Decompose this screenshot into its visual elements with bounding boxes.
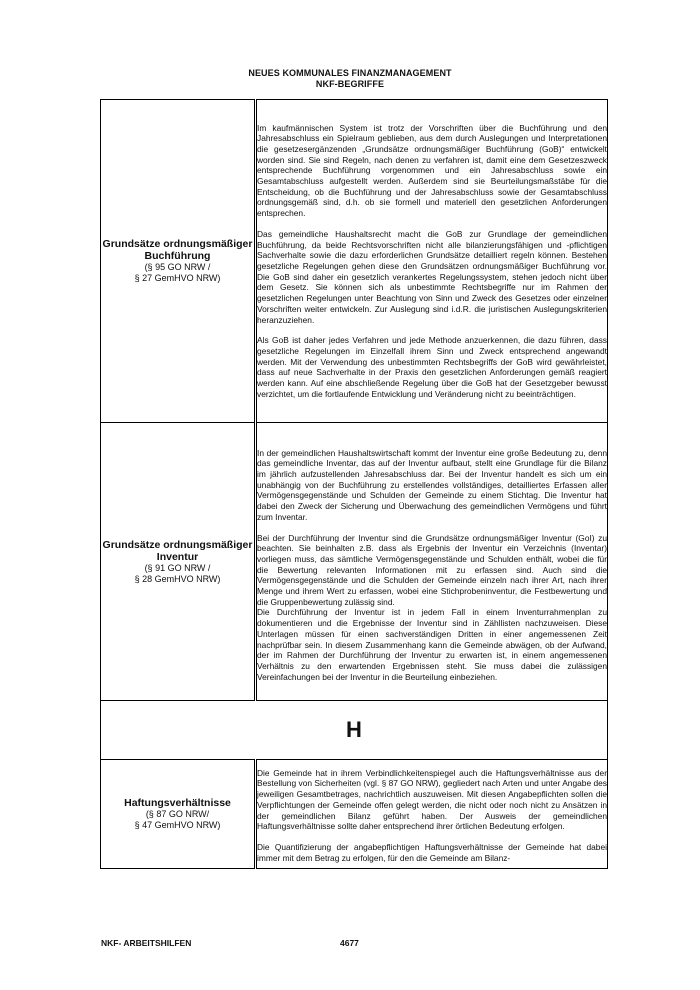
header-title: NEUES KOMMUNALES FINANZMANAGEMENT [248, 68, 452, 78]
definition-cell [256, 423, 608, 701]
term-reference: § 28 GemHVO NRW) [134, 573, 221, 584]
term-name: Grundsätze ordnungsmäßiger Inventur [102, 538, 253, 563]
term-cell [101, 423, 256, 701]
definition-paragraph: Bei der Durchführung der Inventur sind die Grundsätze ordnungsmäßiger Inventur (GoI) zu beachten. Sie beinhalten z.B. dass als Ergebnis der Inventur ein Verzeichnis (Inventar) vorliegen muss, das sämtliche Vermögensgegenstände und Schulden enthält, wobei die für die Bewertung relevanten Informationen mit zu erfassen sind. Auch sind die Vermögensgegenstände und die Schulden der Gemeinde einzeln nach ihrer Art, nach ihrer Menge und ihrem Wert zu erfassen, wobei eine Stichprobeninventur, die Festbewertung und die Gruppenbewertung zulässig sind. [257, 532, 607, 607]
definition-paragraph: Im kaufmännischen System ist trotz der Vorschriften über die Buchführung und den Jahresabschluss ein Spielraum geblieben, aus dem durch Auslegungen und Interpretationen die gesetzesergänzenden „Grundsätze ordnungsmäßiger Buchführung (GoB)“ entwickelt worden sind. Sie sind Regeln, nach denen zu verfahren ist, damit eine dem Gesetzeszweck entsprechende Buchführung vorgenommen und ein Jahresabschluss sowie ein Gesamtabschluss aufgestellt werden. Außerdem sind sie Beurteilungsmaßstäbe für die Entscheidung, ob die Buchführung und der Jahresabschluss sowie der Gesamtabschluss ordnungsgemäß sind, d.h. ob sie formell und materiell den gesetzlichen Anforderungen entsprechen. [257, 122, 607, 219]
term-reference: § 27 GemHVO NRW) [134, 273, 221, 283]
glossary-table [100, 99, 608, 869]
page-number: 4677 [340, 938, 359, 948]
definition-cell [256, 760, 608, 869]
glossary-row [101, 100, 608, 423]
term-reference: § 47 GemHVO NRW) [134, 820, 221, 830]
definition-paragraph: Die Durchführung der Inventur ist in jedem Fall in einem Inventurrahmenplan zu dokumentieren und die Ergebnisse der Inventur sind in Zähllisten nachzuweisen. Diese Unterlagen müssen für einen sachverständigen Dritten in einer angemessenen Zeit nachprüfbar sein. In diesem Zusammenhang kann die Gemeinde abwägen, ob der Aufwand, der im Rahmen der Durchführung der Inventur zu erwarten ist, in einem angemessenen Verhältnis zu den erwartenden Ergebnissen steht. Sie muss dabei die zulässigen Vereinfachungen bei der Inventur in die Beurteilung einbeziehen. [257, 607, 607, 682]
glossary-row [101, 423, 608, 701]
term-name: Haftungsverhältnisse [124, 797, 231, 809]
definition-paragraph: Die Quantifizierung der angabepflichtigen Haftungsverhältnisse der Gemeinde hat dabei immer mit dem Betrag zu erfolgen, für den die Gemeinde am Bilanz- [257, 841, 607, 863]
term-reference: (§ 91 GO NRW / [144, 562, 211, 573]
definition-paragraph: Das gemeindliche Haushaltsrecht macht die GoB zur Grundlage der gemeindlichen Buchführung, da beide Rechtsvorschriften nicht alle bilanzierungsfähigen und -pflichtigen Sachverhalte sowie die dazu erforderlichen Grundsätze detailliert regeln können. Bestehen gesetzliche Regelungen gehen diese den Grundsätzen ordnungsmäßiger Buchführung vor. Die GoB sind daher ein gesetzlich verankertes Regelungssystem, stehen jedoch nicht über dem Gesetz. Sie können sich als unbestimmte Rechtsbegriffe nur im Rahmen der gesetzlichen Regelungen unter Beachtung von Sinn und Zweck des Gesetzes oder einzelner Vorschriften weiter entwickeln. Zur Auslegung sind i.d.R. die juristischen Auslegungskriterien heranzuziehen. [257, 228, 607, 325]
section-letter-row [101, 701, 608, 760]
term-reference: (§ 87 GO NRW/ [145, 809, 210, 819]
definition-cell [256, 100, 608, 423]
definition-paragraph: Die Gemeinde hat in ihrem Verbindlichkeitenspiegel auch die Haftungsverhältnisse aus der Bestellung von Sicherheiten (vgl. § 87 GO NRW), gegliedert nach Arten und unter Angabe des jeweiligen Gesamtbetrages, nachrichtlich auszuweisen. Mit diesen Angabepflichten sollen die Verpflichtungen der Gemeinde offen gelegt werden, die nicht oder noch nicht zu Ansätzen in der gemeindlichen Bilanz geführt haben. Der Ausweis der gemeindlichen Haftungsverhältnisse sollte daher entsprechend ihrer örtlichen Bedeutung erfolgen. [257, 767, 607, 832]
glossary-row [101, 760, 608, 869]
term-name: Grundsätze ordnungsmäßiger Buchführung [102, 238, 253, 262]
section-letter: H [101, 701, 608, 760]
definition-paragraph: Als GoB ist daher jedes Verfahren und jede Methode anzuerkennen, die dazu führen, dass gesetzliche Regelungen im Einzelfall ihrem Sinn und Zweck entsprechend angewandt werden. Mit der Verwendung des unbestimmten Rechtsbegriffs der GoB wird gewährleistet, dass auf neue Sachverhalte in der Praxis den gesetzlichen Anforderungen gemäß reagiert werden kann. Auf eine abschließende Regelung über die GoB hat der Gesetzgeber bewusst verzichtet, um die fortlaufende Entwicklung und Veränderung nicht zu beeinträchtigen. [257, 335, 607, 399]
definition-paragraph: In der gemeindlichen Haushaltswirtschaft kommt der Inventur eine große Bedeutung zu, denn das gemeindliche Inventar, das auf der Inventur aufbaut, stellt eine Grundlage für die Bilanz im jährlich aufzustellenden Jahresabschluss dar. Bei der Inventur handelt es sich um ein unabhängig von der Buchführung zu erstellendes vollständiges, detailliertes Erfassen aller Vermögensgegenstände und Schulden der Gemeinde zu einem Stichtag. Die Inventur hat dabei den Zweck der Sicherung und Überwachung des gemeindlichen Vermögens und führt zum Inventar. [257, 447, 607, 522]
footer-title: NKF- ARBEITSHILFEN [101, 938, 192, 948]
term-reference: (§ 95 GO NRW / [144, 262, 211, 272]
term-cell [101, 760, 256, 869]
document-header [0, 68, 700, 90]
header-subtitle: NKF-BEGRIFFE [315, 79, 385, 89]
term-cell [101, 100, 256, 423]
